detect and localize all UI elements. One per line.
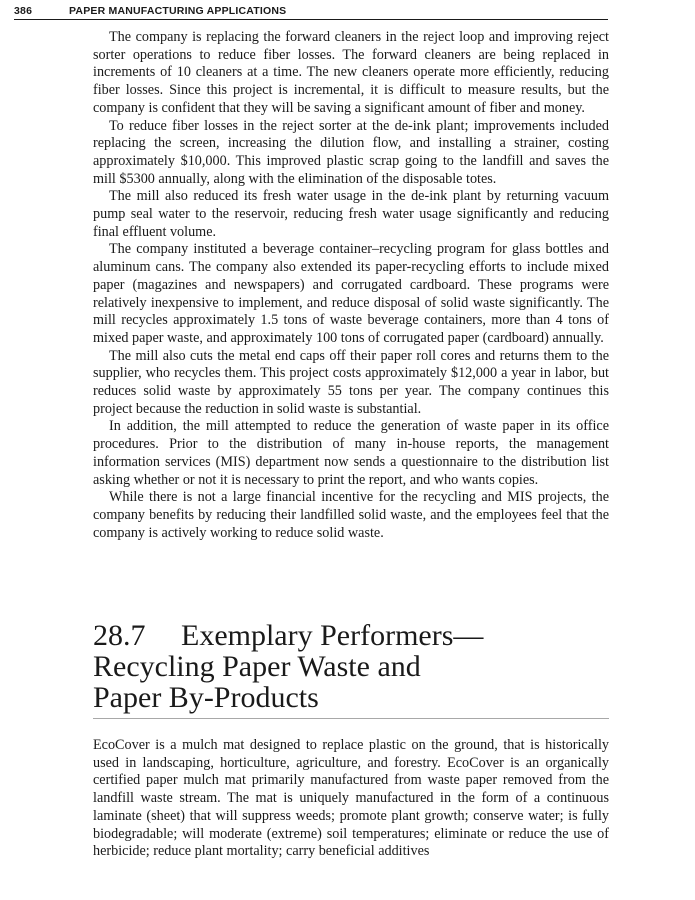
paragraph: In addition, the mill attempted to reduce the generation of waste paper in its office procedures. Prior to the distribution of many in-house reports, the management information services (MIS) department now sends a questionnaire to the distribution list asking whether or not it is necessary to print the report, and who wants copies. — [93, 418, 609, 488]
section-heading — [93, 620, 609, 719]
body-text — [93, 29, 609, 542]
paragraph: EcoCover is a mulch mat designed to replace plastic on the ground, that is historically used in landscaping, horticulture, agriculture, and forestry. EcoCover is an organically certified paper mulch mat primarily manufactured from waste paper removed from the landfill waste stream. The mat is uniquely manufactured in the form of a continuous laminate (sheet) that will suppress weeds; promote plant growth; conserve water; is fully biodegradable; will moderate (extreme) soil temperatures; eliminate or reduce the use of herbicide; reduce plant mortality; carry beneficial additives — [93, 737, 609, 860]
paragraph: The mill also cuts the metal end caps off their paper roll cores and returns them to the supplier, who recycles them. This project costs approximately $12,000 a year in labor, but reduces solid waste by approximately 55 tons per year. The company continues this project because the reduction in solid waste is substantial. — [93, 347, 609, 417]
section-title-line: Recycling Paper Waste and — [93, 650, 421, 683]
paragraph: While there is not a large financial incentive for the recycling and MIS projects, the company benefits by reducing their landfilled solid waste, and the employees feel that the company is actively working to reduce solid waste. — [93, 489, 609, 541]
section-title-line: Paper By-Products — [93, 681, 319, 714]
paragraph: The company is replacing the forward cleaners in the reject loop and improving reject sorter operations to reduce fiber losses. The forward cleaners are being replaced in increments of 10 cleaners at a time. The new cleaners operate more efficiently, reducing fiber losses. Since this project is incremental, it is difficult to measure results, but the company is confident that they will be saving a significant amount of fiber and money. — [93, 29, 609, 116]
paragraph: The mill also reduced its fresh water usage in the de-ink plant by returning vacuum pump seal water to the reservoir, reducing fresh water usage significantly and reducing final effluent volume. — [93, 188, 609, 240]
running-head — [14, 5, 608, 20]
section-number: 28.7 — [93, 619, 146, 652]
paragraph: To reduce fiber losses in the reject sorter at the de-ink plant; improvements included replacing the screen, increasing the dilution flow, and installing a strainer, costing approximately $10,000. This improved plastic scrap going to the landfill and saves the mill $5300 annually, along with the elimination of the disposable totes. — [93, 117, 609, 187]
running-head-title: PAPER MANUFACTURING APPLICATIONS — [69, 5, 287, 17]
section-body-text — [93, 737, 609, 861]
paragraph: The company instituted a beverage container–recycling program for glass bottles and aluminum cans. The company also extended its paper-recycling efforts to include mixed paper (magazines and newspapers) and corrugated cardboard. These programs were relatively inexpensive to implement, and reduce disposal of solid waste significantly. The mill recycles approximately 1.5 tons of waste beverage containers, more than 4 tons of mixed paper waste, and approximately 100 tons of corrugated paper (cardboard) annually. — [93, 241, 609, 346]
section-title-line: Exemplary Performers— — [181, 619, 484, 652]
page-number: 386 — [14, 5, 33, 17]
